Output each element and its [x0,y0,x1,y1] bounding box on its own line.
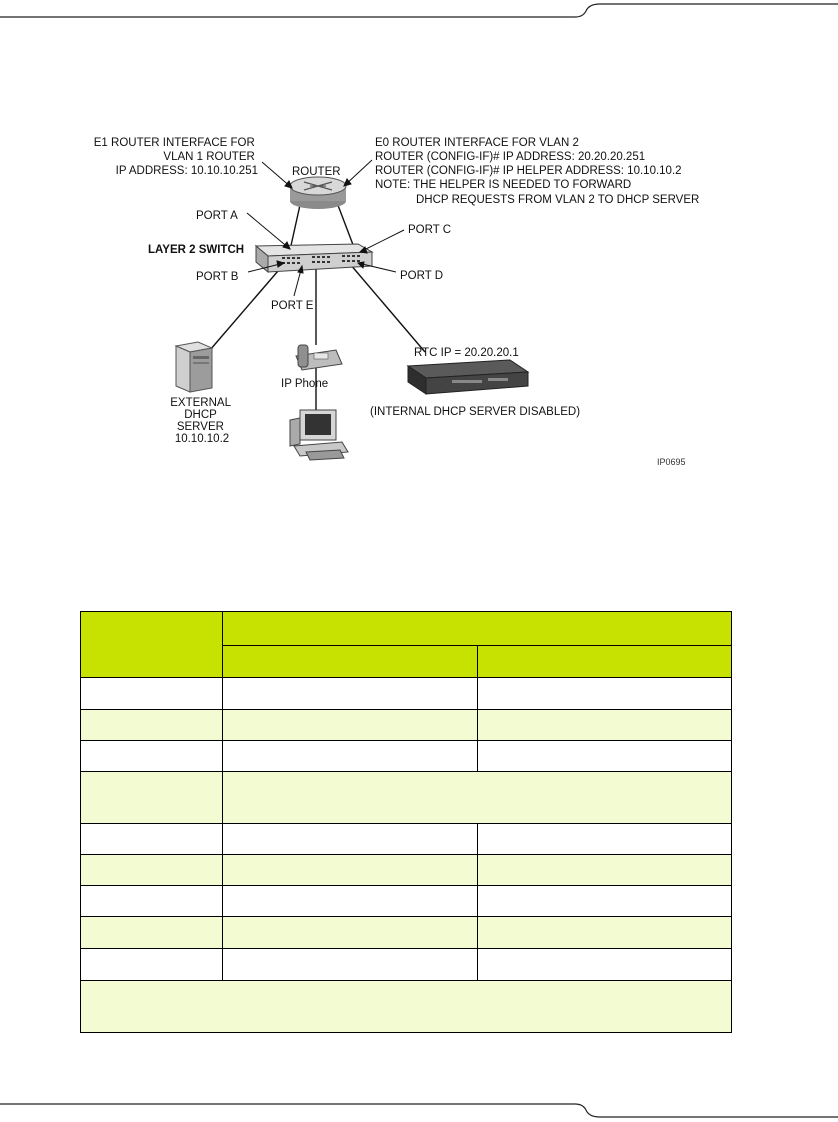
link-router-port-c [336,200,355,250]
rtc-device-icon [408,360,528,394]
port-d-label: PORT D [400,270,444,282]
e1-label-line-2: VLAN 1 ROUTER [163,151,255,163]
svg-text:E1 ROUTER INTERFACE FOR VL [94,137,258,177]
port-e-label: PORT E [271,300,314,312]
e1-label-line-3: IP ADDRESS: 10.10.10.251 [115,165,258,177]
pc-icon [290,410,348,460]
dhcp-server-icon [176,342,212,392]
dhcp-label-line-1: EXTERNAL [170,397,231,409]
e1-label-line-1: E1 ROUTER INTERFACE FOR [93,137,255,149]
e0-label-line-2: ROUTER (CONFIG-IF)# IP ADDRESS: 20.20.20.251 [375,151,646,163]
table-row [81,886,732,917]
network-diagram [0,0,838,480]
table-row [81,824,732,855]
port-b-label: PORT B [196,271,239,283]
table-header-col-2 [478,646,732,678]
port-c-arrow [360,230,404,252]
rtc-label: RTC IP = 20.20.20.1 [414,347,519,359]
switch-label: LAYER 2 SWITCH [148,244,245,256]
ip-phone-label: IP Phone [281,378,329,390]
table-row [81,917,732,949]
router-label: ROUTER [292,166,341,178]
table-row [81,855,732,886]
rtc-note: (INTERNAL DHCP SERVER DISABLED) [370,406,581,418]
table-row [81,678,732,710]
table-row [81,741,732,772]
switch-icon [256,244,372,272]
dhcp-label-line-2: DHCP [184,409,217,421]
page-footer-rule [0,1100,838,1122]
dhcp-label-line-3: SERVER [176,421,224,433]
dhcp-label-line-4: 10.10.10.2 [174,433,230,445]
ip-phone-icon [296,345,342,370]
table-header-group [223,612,732,646]
table-row-span [81,772,732,824]
table-header-col-1 [223,646,478,678]
e0-label-line-4: NOTE: THE HELPER IS NEEDED TO FORWARD [375,179,632,191]
svg-text:E0 ROUTER INTERFACE FOR VLAN 2 [375,137,699,206]
port-c-label: PORT C [408,224,452,236]
router-icon [290,177,346,209]
table-header-corner [81,612,223,678]
figure-id: IP0695 [657,457,686,467]
port-a-arrow [247,213,290,249]
table-row [81,949,732,981]
port-a-label: PORT A [196,210,238,222]
e0-label-line-5: DHCP REQUESTS FROM VLAN 2 TO DHCP SERVER [416,194,700,206]
table-row [81,710,732,741]
config-table [80,611,732,1033]
e0-label-line-1: E0 ROUTER INTERFACE FOR VLAN 2 [375,137,579,149]
e0-label-line-3: ROUTER (CONFIG-IF)# IP HELPER ADDRESS: 10.10.10.2 [375,165,682,177]
svg-text:EXTERNAL DHCP SERVER [170,397,234,445]
table-footer-row [81,981,732,1033]
